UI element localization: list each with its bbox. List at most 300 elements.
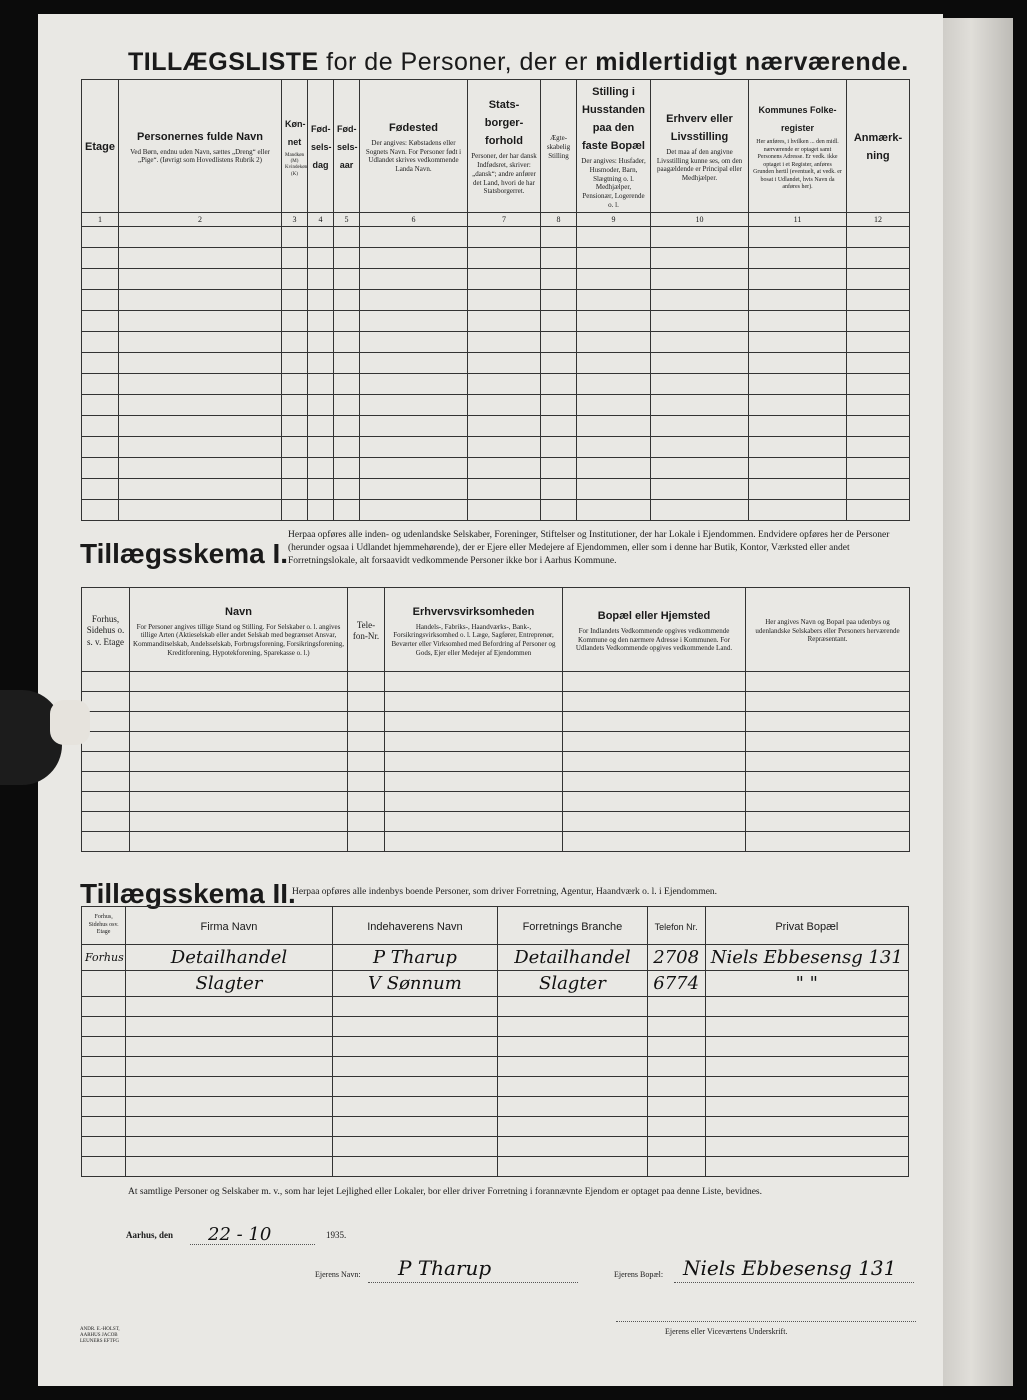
- blank-cell: [119, 499, 282, 520]
- blank-cell: [360, 373, 468, 394]
- owner-address: Niels Ebbesensg 131: [683, 1256, 897, 1280]
- blank-cell: [126, 997, 332, 1017]
- blank-cell: [651, 478, 749, 499]
- blank-cell: [332, 1057, 497, 1077]
- blank-cell: [332, 1117, 497, 1137]
- blank-cell: [651, 331, 749, 352]
- blank-cell: [749, 247, 847, 268]
- header-citizenship: Stats-borger-forhold Personer, der har dansk Indfødsret, skriver: „dansk“; andre anfører det Land, hvori de har Statsborgerret.: [468, 80, 541, 213]
- blank-cell: [541, 457, 577, 478]
- declaration-text: At samtlige Personer og Selskaber m. v., som har lejet Lejlighed eller Lokaler, bor eller driver Forretning i forannævnte Ejendom er optaget paa denne Liste, bevidnes.: [128, 1187, 762, 1197]
- blank-row: [82, 792, 910, 812]
- blank-cell: [651, 499, 749, 520]
- blank-cell: [468, 289, 541, 310]
- blank-cell: [577, 352, 651, 373]
- schema1-note: Herpaa opføres alle inden- og udenlandske Selskaber, Foreninger, Stiftelser og Institutioner, der har Lokale i Ejendommen. Endvidere opføres her de Personer (herunder ogsaa i Udlandet hjemmehørende), der er Ejere eller Medejere af Ejendommen, eller som i denne har Butik, Kontor, Værksted eller andet Forretningslokale, alt forsaavidt vedkommende Personer ikke bor i Aarhus Kommune.: [288, 530, 890, 566]
- blank-cell: [385, 832, 563, 852]
- blank-cell: [130, 712, 348, 732]
- blank-cell: [119, 436, 282, 457]
- blank-cell: [847, 499, 910, 520]
- blank-cell: [563, 672, 746, 692]
- blank-cell: [577, 394, 651, 415]
- blank-cell: [348, 712, 385, 732]
- blank-cell: [498, 1017, 648, 1037]
- blank-cell: [332, 1017, 497, 1037]
- blank-row: [82, 331, 910, 352]
- blank-row: [82, 692, 910, 712]
- blank-cell: [577, 457, 651, 478]
- blank-cell: [360, 289, 468, 310]
- blank-cell: [468, 478, 541, 499]
- schema1-title: Tillægsskema I.: [80, 538, 289, 569]
- blank-row: [82, 1057, 909, 1077]
- blank-cell: [308, 352, 334, 373]
- blank-cell: [385, 772, 563, 792]
- blank-cell: [360, 436, 468, 457]
- blank-cell: [468, 457, 541, 478]
- blank-cell: [334, 331, 360, 352]
- col-num: 9: [577, 212, 651, 226]
- schema2-header-branch: Forretnings Branche: [498, 907, 648, 945]
- blank-row: [82, 289, 910, 310]
- blank-row: [82, 268, 910, 289]
- schema2-entry-row: [82, 945, 909, 971]
- blank-cell: [348, 792, 385, 812]
- blank-cell: [749, 436, 847, 457]
- blank-cell: [82, 832, 130, 852]
- col-num: 1: [82, 212, 119, 226]
- blank-row: [82, 1157, 909, 1177]
- blank-cell: [749, 268, 847, 289]
- blank-cell: [82, 1097, 126, 1117]
- blank-cell: [647, 1017, 705, 1037]
- blank-cell: [282, 289, 308, 310]
- owner-address-label: Ejerens Bopæl:: [614, 1270, 664, 1279]
- blank-cell: [468, 415, 541, 436]
- blank-row: [82, 436, 910, 457]
- blank-row: [82, 352, 910, 373]
- blank-cell: [647, 1117, 705, 1137]
- blank-cell: [647, 997, 705, 1017]
- blank-cell: [749, 457, 847, 478]
- schema1-body: [82, 672, 910, 852]
- schema2-table: [81, 906, 909, 1177]
- schema1-header-phone: Tele-fon-Nr.: [348, 588, 385, 672]
- page-title: TILLÆGSLISTE for de Personer, der er midlertidigt nærværende.: [128, 48, 909, 76]
- blank-row: [82, 812, 910, 832]
- blank-cell: [541, 478, 577, 499]
- blank-cell: [749, 415, 847, 436]
- blank-cell: [334, 247, 360, 268]
- blank-cell: [651, 310, 749, 331]
- header-household: Stilling i Husstanden paa den faste Bopæl Der angives: Husfader, Husmoder, Barn, Slægtning o. l. Medhjælper, Pensionær, Logerende o. l.: [577, 80, 651, 213]
- column-number-row: [82, 212, 910, 226]
- blank-cell: [334, 478, 360, 499]
- blank-cell: [82, 247, 119, 268]
- blank-cell: [541, 499, 577, 520]
- page-edge: [943, 18, 1013, 1386]
- blank-cell: [498, 1117, 648, 1137]
- blank-cell: [282, 268, 308, 289]
- col-num: 10: [651, 212, 749, 226]
- col-num: 11: [749, 212, 847, 226]
- blank-cell: [498, 1057, 648, 1077]
- schema2-header-owner: Indehaverens Navn: [332, 907, 497, 945]
- blank-cell: [282, 436, 308, 457]
- blank-cell: [577, 499, 651, 520]
- blank-cell: [82, 1157, 126, 1177]
- blank-cell: [468, 226, 541, 247]
- date-line: [126, 1224, 376, 1250]
- blank-cell: [705, 1017, 908, 1037]
- blank-row: [82, 1017, 909, 1037]
- header-birthday: Fød-sels-dag: [308, 80, 334, 213]
- blank-cell: [130, 672, 348, 692]
- blank-row: [82, 415, 910, 436]
- blank-cell: [577, 310, 651, 331]
- blank-cell: [308, 247, 334, 268]
- blank-cell: [563, 732, 746, 752]
- blank-cell: [746, 792, 910, 812]
- blank-cell: [334, 310, 360, 331]
- blank-cell: [847, 415, 910, 436]
- blank-cell: [647, 1097, 705, 1117]
- blank-cell: [749, 331, 847, 352]
- blank-cell: [847, 457, 910, 478]
- entry-firm: Detailhandel: [126, 945, 332, 971]
- blank-cell: [82, 812, 130, 832]
- blank-cell: [749, 310, 847, 331]
- blank-cell: [746, 812, 910, 832]
- blank-cell: [119, 373, 282, 394]
- blank-cell: [82, 1037, 126, 1057]
- blank-cell: [348, 832, 385, 852]
- blank-cell: [541, 331, 577, 352]
- schema1-header-row: [82, 588, 910, 672]
- blank-cell: [847, 226, 910, 247]
- blank-cell: [705, 1137, 908, 1157]
- blank-cell: [82, 1077, 126, 1097]
- blank-cell: [749, 373, 847, 394]
- schema1-header-residence: Bopæl eller Hjemsted For Indlandets Vedkommende opgives vedkommende Kommune og den nærmere Adresse i Kommunen. For Udlandets Vedkommende opgives vedkommende Land.: [563, 588, 746, 672]
- blank-row: [82, 1037, 909, 1057]
- blank-cell: [385, 692, 563, 712]
- blank-cell: [746, 752, 910, 772]
- blank-cell: [308, 499, 334, 520]
- blank-cell: [651, 352, 749, 373]
- blank-cell: [360, 415, 468, 436]
- blank-cell: [577, 436, 651, 457]
- blank-cell: [332, 1037, 497, 1057]
- blank-row: [82, 1117, 909, 1137]
- blank-cell: [308, 415, 334, 436]
- blank-cell: [563, 692, 746, 712]
- blank-cell: [130, 792, 348, 812]
- blank-cell: [82, 1017, 126, 1037]
- blank-cell: [348, 812, 385, 832]
- blank-cell: [541, 394, 577, 415]
- blank-cell: [308, 331, 334, 352]
- blank-cell: [468, 310, 541, 331]
- blank-cell: [651, 226, 749, 247]
- blank-cell: [119, 457, 282, 478]
- entry-private-address: " ": [705, 971, 908, 997]
- blank-cell: [82, 310, 119, 331]
- schema2-title: Tillægsskema II.: [80, 878, 296, 909]
- blank-cell: [282, 394, 308, 415]
- blank-cell: [360, 268, 468, 289]
- blank-cell: [498, 1097, 648, 1117]
- blank-cell: [334, 268, 360, 289]
- schema2-header-private-address: Privat Bopæl: [705, 907, 908, 945]
- entry-firm: Slagter: [126, 971, 332, 997]
- blank-cell: [563, 792, 746, 812]
- blank-cell: [847, 289, 910, 310]
- blank-cell: [119, 310, 282, 331]
- blank-cell: [498, 1037, 648, 1057]
- blank-row: [82, 478, 910, 499]
- blank-row: [82, 247, 910, 268]
- blank-cell: [847, 373, 910, 394]
- blank-cell: [563, 712, 746, 732]
- blank-cell: [126, 1157, 332, 1177]
- col-num: 2: [119, 212, 282, 226]
- blank-cell: [308, 478, 334, 499]
- blank-cell: [332, 997, 497, 1017]
- list-header-row: [82, 80, 910, 213]
- blank-cell: [82, 997, 126, 1017]
- blank-cell: [749, 226, 847, 247]
- blank-cell: [749, 478, 847, 499]
- blank-cell: [577, 289, 651, 310]
- blank-cell: [385, 752, 563, 772]
- blank-cell: [651, 247, 749, 268]
- blank-cell: [126, 1037, 332, 1057]
- schema1-header-representative: Her angives Navn og Bopæl paa udenbys og udenlandske Selskabers eller Personers herværende Repræsentant.: [746, 588, 910, 672]
- entry-etage: [82, 971, 126, 997]
- blank-cell: [468, 394, 541, 415]
- blank-cell: [82, 436, 119, 457]
- blank-cell: [130, 732, 348, 752]
- blank-cell: [468, 352, 541, 373]
- blank-row: [82, 712, 910, 732]
- col-num: 7: [468, 212, 541, 226]
- blank-cell: [119, 289, 282, 310]
- signed-year: 1935.: [326, 1230, 347, 1240]
- blank-cell: [332, 1157, 497, 1177]
- blank-cell: [126, 1077, 332, 1097]
- blank-cell: [746, 712, 910, 732]
- blank-cell: [468, 331, 541, 352]
- blank-cell: [498, 997, 648, 1017]
- owner-address-underline: [674, 1282, 914, 1283]
- binding-tab: [50, 700, 90, 745]
- blank-cell: [541, 226, 577, 247]
- blank-cell: [647, 1077, 705, 1097]
- blank-cell: [82, 1117, 126, 1137]
- blank-cell: [468, 373, 541, 394]
- blank-cell: [563, 772, 746, 792]
- entry-owner: P Tharup: [332, 945, 497, 971]
- blank-cell: [348, 672, 385, 692]
- blank-cell: [360, 478, 468, 499]
- schema1-table: [81, 587, 910, 852]
- col-num: 4: [308, 212, 334, 226]
- blank-cell: [749, 352, 847, 373]
- blank-cell: [82, 478, 119, 499]
- blank-cell: [119, 226, 282, 247]
- blank-cell: [468, 247, 541, 268]
- blank-cell: [847, 331, 910, 352]
- blank-cell: [82, 752, 130, 772]
- blank-cell: [541, 289, 577, 310]
- blank-cell: [119, 247, 282, 268]
- blank-cell: [282, 373, 308, 394]
- blank-cell: [541, 436, 577, 457]
- blank-cell: [563, 752, 746, 772]
- blank-cell: [746, 732, 910, 752]
- blank-cell: [119, 478, 282, 499]
- header-remarks: Anmærk-ning: [847, 80, 910, 213]
- blank-cell: [82, 457, 119, 478]
- blank-cell: [282, 457, 308, 478]
- owner-name-label: Ejerens Navn:: [315, 1270, 361, 1279]
- blank-cell: [82, 352, 119, 373]
- col-num: 3: [282, 212, 308, 226]
- blank-cell: [498, 1157, 648, 1177]
- blank-cell: [308, 226, 334, 247]
- blank-cell: [705, 1057, 908, 1077]
- blank-row: [82, 752, 910, 772]
- blank-cell: [308, 310, 334, 331]
- blank-cell: [847, 436, 910, 457]
- blank-cell: [119, 331, 282, 352]
- owner-name: P Tharup: [398, 1256, 492, 1280]
- blank-cell: [541, 247, 577, 268]
- blank-row: [82, 226, 910, 247]
- blank-cell: [468, 499, 541, 520]
- blank-cell: [651, 289, 749, 310]
- blank-cell: [360, 499, 468, 520]
- col-num: 8: [541, 212, 577, 226]
- list-body: [82, 226, 910, 520]
- blank-cell: [577, 247, 651, 268]
- entry-phone: 2708: [647, 945, 705, 971]
- blank-row: [82, 772, 910, 792]
- blank-cell: [82, 1137, 126, 1157]
- blank-row: [82, 373, 910, 394]
- blank-cell: [749, 499, 847, 520]
- blank-row: [82, 457, 910, 478]
- blank-cell: [563, 832, 746, 852]
- blank-cell: [705, 997, 908, 1017]
- blank-cell: [119, 268, 282, 289]
- blank-row: [82, 1137, 909, 1157]
- blank-cell: [82, 373, 119, 394]
- blank-cell: [308, 457, 334, 478]
- blank-cell: [541, 352, 577, 373]
- blank-cell: [282, 478, 308, 499]
- schema2-body: [82, 997, 909, 1177]
- blank-cell: [332, 1137, 497, 1157]
- blank-cell: [126, 1057, 332, 1077]
- blank-cell: [749, 289, 847, 310]
- header-birthplace: Fødested Der angives: Købstadens eller Sognets Navn. For Personer født i Udlandet skrives vedkommende Landa Navn.: [360, 80, 468, 213]
- blank-cell: [651, 436, 749, 457]
- signature-label: Ejerens eller Viceværtens Underskrift.: [665, 1327, 788, 1336]
- entry-phone: 6774: [647, 971, 705, 997]
- blank-cell: [126, 1097, 332, 1117]
- form-page: [38, 14, 943, 1386]
- blank-cell: [705, 1037, 908, 1057]
- blank-cell: [82, 226, 119, 247]
- schema2-note: Herpaa opføres alle indenbys boende Personer, som driver Forretning, Agentur, Haandværk o. l. i Ejendommen.: [292, 887, 718, 897]
- blank-cell: [577, 268, 651, 289]
- blank-cell: [82, 1057, 126, 1077]
- blank-cell: [334, 499, 360, 520]
- blank-cell: [647, 1057, 705, 1077]
- blank-cell: [82, 772, 130, 792]
- blank-cell: [847, 352, 910, 373]
- blank-row: [82, 1097, 909, 1117]
- blank-cell: [282, 331, 308, 352]
- blank-cell: [651, 457, 749, 478]
- blank-cell: [498, 1077, 648, 1097]
- blank-cell: [348, 732, 385, 752]
- blank-cell: [360, 331, 468, 352]
- blank-cell: [746, 772, 910, 792]
- blank-cell: [282, 415, 308, 436]
- blank-cell: [360, 226, 468, 247]
- blank-cell: [308, 436, 334, 457]
- blank-cell: [647, 1137, 705, 1157]
- blank-row: [82, 499, 910, 520]
- blank-cell: [334, 226, 360, 247]
- blank-cell: [82, 672, 130, 692]
- blank-cell: [847, 268, 910, 289]
- blank-cell: [541, 415, 577, 436]
- blank-cell: [468, 268, 541, 289]
- blank-cell: [468, 436, 541, 457]
- blank-cell: [332, 1077, 497, 1097]
- blank-cell: [82, 792, 130, 812]
- blank-cell: [308, 289, 334, 310]
- entry-branch: Slagter: [498, 971, 648, 997]
- blank-cell: [746, 692, 910, 712]
- entry-owner: V Sønnum: [332, 971, 497, 997]
- blank-cell: [647, 1037, 705, 1057]
- blank-cell: [360, 310, 468, 331]
- entry-branch: Detailhandel: [498, 945, 648, 971]
- person-list-table: [81, 79, 910, 521]
- schema1-header-business: Erhvervsvirksomheden Handels-, Fabriks-, Haandværks-, Bank-, Forsikringsvirksomhed o. l. Læge, Sagfører, Entreprenør, Beværter eller Virksomhed med Befordring af Personer og Gods, Ejer eller Medejer af Ejendommen: [385, 588, 563, 672]
- blank-cell: [847, 310, 910, 331]
- blank-cell: [651, 394, 749, 415]
- blank-cell: [130, 832, 348, 852]
- owner-name-underline: [368, 1282, 578, 1283]
- blank-cell: [282, 247, 308, 268]
- schema2-header-phone: Telefon Nr.: [647, 907, 705, 945]
- blank-row: [82, 394, 910, 415]
- blank-cell: [348, 772, 385, 792]
- blank-cell: [847, 394, 910, 415]
- blank-row: [82, 732, 910, 752]
- blank-cell: [746, 832, 910, 852]
- blank-cell: [563, 812, 746, 832]
- header-name: Personernes fulde Navn Ved Børn, endnu uden Navn, sættes „Dreng“ eller „Pige“. (Iøvrigt som Hovedlistens Rubrik 2): [119, 80, 282, 213]
- blank-cell: [385, 732, 563, 752]
- blank-cell: [334, 289, 360, 310]
